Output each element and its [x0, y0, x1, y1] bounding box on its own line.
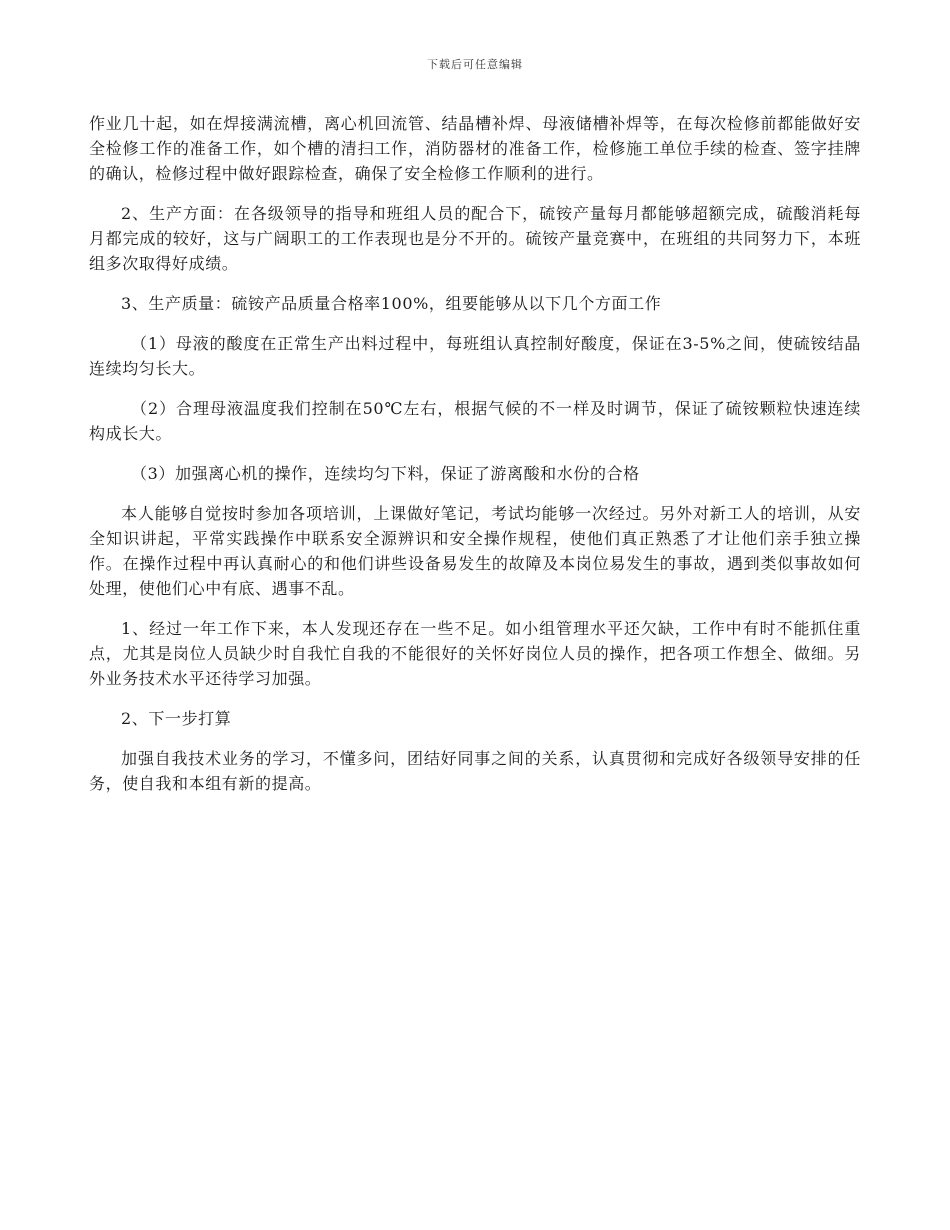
paragraph-shortcomings: 1、经过一年工作下来，本人发现还存在一些不足。如小组管理水平还欠缺，工作中有时不能抓住重点，尤其是岗位人员缺少时自我忙自我的不能很好的关怀好岗位人员的操作，把各项工作想全、做细。另外业务技术水平还待学习加强。	[89, 619, 861, 688]
document-body	[89, 111, 861, 811]
paragraph-quality-item-3: （3）加强离心机的操作，连续均匀下料，保证了游离酸和水份的合格	[131, 464, 640, 483]
paragraph-training: 本人能够自觉按时参加各项培训，上课做好笔记，考试均能够一次经过。另外对新工人的培训，从安全知识讲起，平常实践操作中联系安全源辨识和安全操作规程，使他们真正熟悉了才让他们亲手独立操作。在操作过程中再认真耐心的和他们讲些设备易发生的故障及本岗位易发生的事故，遇到类似事故如何处理，使他们心中有底、遇事不乱。	[89, 504, 861, 598]
paragraph-production: 2、生产方面：在各级领导的指导和班组人员的配合下，硫铵产量每月都能够超额完成，硫酸消耗每月都完成的较好，这与广阔职工的工作表现也是分不开的。硫铵产量竞赛中，在班组的共同努力下，本班组多次取得好成绩。	[89, 204, 861, 273]
paragraph-next-plan: 加强自我技术业务的学习，不懂多问，团结好同事之间的关系，认真贯彻和完成好各级领导安排的任务，使自我和本组有新的提高。	[89, 749, 861, 793]
page-header: 下载后可任意编辑	[427, 58, 523, 71]
paragraph-quality: 3、生产质量：硫铵产品质量合格率100%，组要能够从以下几个方面工作	[121, 294, 662, 313]
paragraph-safety-continued: 作业几十起，如在焊接满流槽，离心机回流管、结晶槽补焊、母液储槽补焊等，在每次检修前都能做好安全检修工作的准备工作，如个槽的清扫工作，消防器材的准备工作，检修施工单位手续的检查、签字挂牌的确认，检修过程中做好跟踪检查，确保了安全检修工作顺利的进行。	[89, 114, 861, 183]
paragraph-quality-item-2: （2）合理母液温度我们控制在50℃左右，根据气候的不一样及时调节，保证了硫铵颗粒快速连续构成长大。	[89, 399, 861, 443]
paragraph-quality-item-1: （1）母液的酸度在正常生产出料过程中，每班组认真控制好酸度，保证在3-5%之间，使硫铵结晶连续均匀长大。	[89, 334, 861, 378]
paragraph-next-plan-heading: 2、下一步打算	[121, 709, 232, 728]
